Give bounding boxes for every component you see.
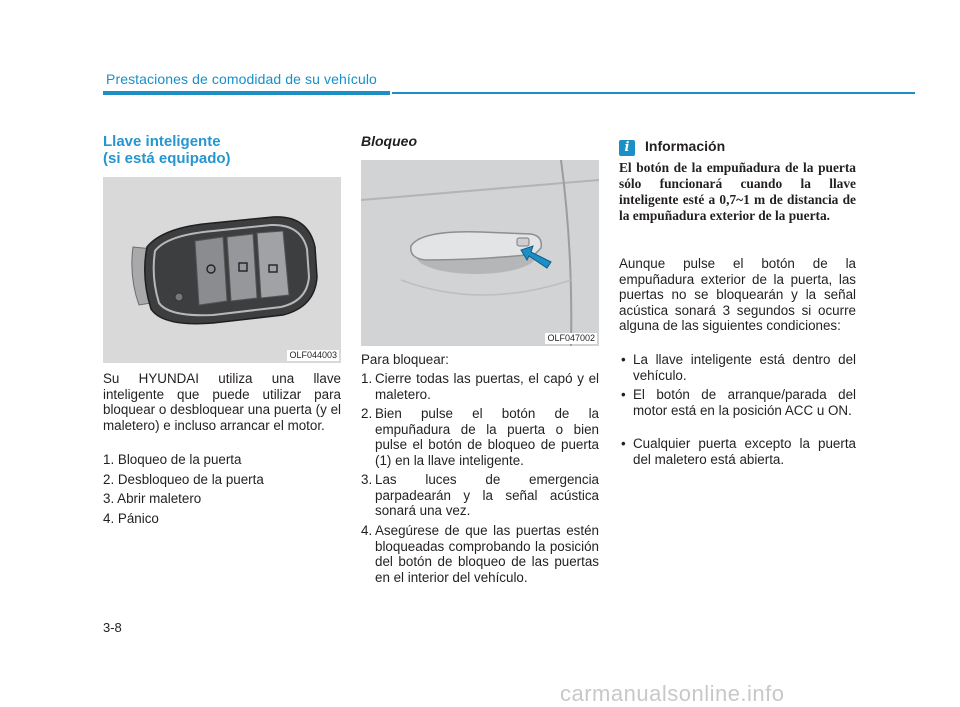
bullet-item bbox=[619, 387, 856, 418]
header-rule-thin bbox=[392, 92, 915, 94]
smart-key-image bbox=[103, 177, 341, 363]
info-title: Información bbox=[645, 138, 726, 154]
locking-title: Bloqueo bbox=[361, 133, 417, 149]
page-number: 3-8 bbox=[103, 620, 122, 635]
list-item bbox=[361, 371, 599, 402]
smart-key-title bbox=[103, 133, 343, 167]
smart-key-illustration bbox=[103, 177, 341, 363]
title-line-1: Llave inteligente bbox=[103, 133, 221, 150]
bullet-dot: • bbox=[621, 436, 626, 451]
bullet-text: El botón de arranque/parada del motor está en la posición ACC u ON. bbox=[633, 387, 856, 418]
list-item: 2. Desbloqueo de la puerta bbox=[103, 471, 264, 487]
bullet-item bbox=[619, 352, 856, 383]
bullet-text: Cualquier puerta excepto la puerta del maletero está abierta. bbox=[633, 436, 856, 467]
step-text: Bien pulse el botón de la empuñadura de la puerta o bien pulse el botón de bloqueo de puerta (1) en la llave inteligente. bbox=[375, 406, 599, 468]
step-number: 2. bbox=[361, 406, 373, 421]
image-code: OLF044003 bbox=[289, 350, 337, 360]
step-text: Cierre todas las puertas, el capó y el maletero. bbox=[375, 371, 599, 402]
info-icon: i bbox=[619, 140, 635, 156]
step-text: Asegúrese de que las puertas estén bloqueadas comprobando la posición del botón de bloqueo de las puertas en el interior del vehículo. bbox=[375, 523, 599, 585]
image-code: OLF047002 bbox=[547, 333, 595, 343]
list-item: 4. Pánico bbox=[103, 510, 159, 526]
bullet-text: La llave inteligente está dentro del vehículo. bbox=[633, 352, 856, 383]
door-handle-illustration bbox=[361, 160, 599, 346]
step-number: 4. bbox=[361, 523, 373, 538]
bullet-dot: • bbox=[621, 387, 626, 402]
info-paragraph: Aunque pulse el botón de la empuñadura exterior de la puerta, las puertas no se bloquearán y la señal acústica sonará 3 segundos si ocurre alguna de las siguientes condiciones: bbox=[619, 256, 856, 333]
list-item: 1. Bloqueo de la puerta bbox=[103, 452, 242, 467]
header-rule-thick bbox=[103, 91, 390, 95]
smart-key-paragraph: Su HYUNDAI utiliza una llave inteligente que puede utilizar para bloquear o desbloquear una puerta (y el maletero) e incluso arrancar el motor. bbox=[103, 371, 341, 433]
section-header: Prestaciones de comodidad de su vehículo bbox=[106, 71, 377, 87]
step-number: 1. bbox=[361, 371, 373, 386]
bullet-item bbox=[619, 436, 856, 467]
list-item bbox=[361, 472, 599, 519]
info-bold-text: El botón de la empuñadura de la puerta sólo funcionará cuando la llave inteligente esté a 0,7~1 m de distancia de la empuñadura exterior de la puerta. bbox=[619, 160, 856, 223]
step-number: 3. bbox=[361, 472, 373, 487]
list-item bbox=[361, 406, 599, 468]
smart-key-list bbox=[103, 452, 341, 526]
step-text: Las luces de emergencia parpadearán y la señal acústica sonará una vez. bbox=[375, 472, 599, 518]
bullet-dot: • bbox=[621, 352, 626, 367]
door-handle-image bbox=[361, 160, 599, 346]
locking-intro: Para bloquear: bbox=[361, 352, 449, 367]
watermark: carmanualsonline.info bbox=[560, 681, 785, 706]
title-line-2: (si está equipado) bbox=[103, 150, 231, 167]
list-item: 3. Abrir maletero bbox=[103, 491, 202, 506]
list-item bbox=[361, 523, 599, 585]
